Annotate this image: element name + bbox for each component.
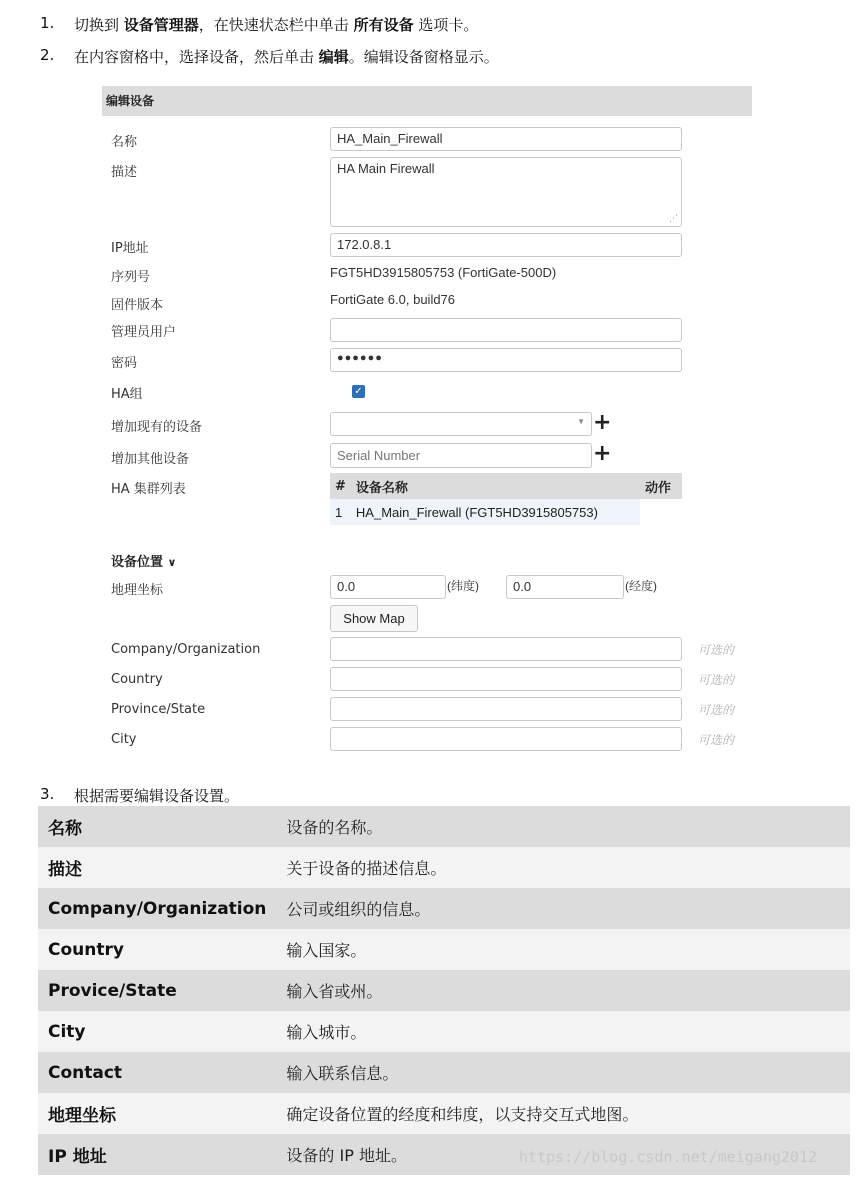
col-device-name-header: 设备名称: [351, 473, 640, 499]
optional-hint: 可选的: [698, 673, 735, 687]
table-row: [38, 806, 850, 847]
name-label: 名称: [111, 135, 138, 150]
province-input[interactable]: [330, 697, 682, 721]
step-text: 在内容窗格中，选择设备，然后单击 编辑。编辑设备窗格显示。: [74, 48, 499, 66]
setting-description: 输入国家。: [276, 929, 850, 970]
table-row: [38, 929, 850, 970]
device-manager-term: 设备管理器: [123, 16, 199, 34]
description-label: 描述: [111, 165, 138, 180]
table-row: [38, 1011, 850, 1052]
setting-description: 设备的名称。: [276, 806, 850, 847]
longitude-unit: (经度): [625, 579, 657, 593]
setting-name: Country: [38, 929, 276, 970]
settings-description-table: [38, 806, 850, 1175]
setting-name: 地理坐标: [38, 1093, 276, 1134]
admin-user-input[interactable]: [330, 318, 682, 342]
table-row: [38, 1093, 850, 1134]
ha-cluster-list-label: HA 集群列表: [111, 482, 186, 497]
existing-device-select[interactable]: [330, 412, 592, 436]
password-label: 密码: [111, 356, 138, 371]
ha-group-checkbox[interactable]: ✓: [352, 385, 365, 398]
step-text: 切换到 设备管理器，在快速状态栏中单击 所有设备 选项卡。: [74, 16, 479, 34]
optional-hint: 可选的: [698, 733, 735, 747]
setting-description: 设备的 IP 地址。: [276, 1134, 850, 1175]
step-number: 3.: [40, 785, 55, 803]
country-label: Country: [111, 672, 163, 687]
chevron-down-icon: ∨: [167, 556, 177, 569]
setting-description: 输入城市。: [276, 1011, 850, 1052]
ha-cluster-table: [330, 473, 682, 525]
table-row[interactable]: [330, 499, 682, 525]
setting-name: Contact: [38, 1052, 276, 1093]
table-row: [38, 1052, 850, 1093]
ha-group-label: HA组: [111, 387, 143, 402]
setting-name: City: [38, 1011, 276, 1052]
add-other-device-plus-icon[interactable]: +: [593, 441, 612, 466]
serial-number-input[interactable]: [330, 443, 592, 468]
setting-name: 名称: [38, 806, 276, 847]
watermark: https://blog.csdn.net/meigang2012: [519, 1148, 818, 1166]
admin-user-label: 管理员用户: [111, 325, 177, 340]
col-action-header: 动作: [640, 473, 682, 499]
country-input[interactable]: [330, 667, 682, 691]
row-number: 1: [330, 499, 351, 525]
optional-hint: 可选的: [698, 703, 735, 717]
setting-description: 输入联系信息。: [276, 1052, 850, 1093]
col-number-header: #: [330, 473, 351, 499]
panel-title: 编辑设备: [102, 86, 752, 116]
serial-value: FGT5HD3915805753 (FortiGate-500D): [330, 265, 557, 280]
ip-input[interactable]: 172.0.8.1: [330, 233, 682, 257]
step-number: 1.: [40, 14, 55, 32]
geo-coordinates-label: 地理坐标: [111, 583, 164, 598]
optional-hint: 可选的: [698, 643, 735, 657]
table-row: [38, 970, 850, 1011]
ip-label: IP地址: [111, 241, 149, 256]
setting-description: 输入省或州。: [276, 970, 850, 1011]
setting-description: 确定设备位置的经度和纬度，以支持交互式地图。: [276, 1093, 850, 1134]
show-map-button[interactable]: Show Map: [330, 605, 418, 632]
chevron-down-icon: ▼: [577, 417, 585, 426]
longitude-input[interactable]: 0.0: [506, 575, 624, 599]
table-row: [38, 888, 850, 929]
setting-description: 公司或组织的信息。: [276, 888, 850, 929]
add-other-device-label: 增加其他设备: [111, 452, 190, 467]
setting-name: 描述: [38, 847, 276, 888]
step-text: 根据需要编辑设备设置。: [74, 787, 240, 805]
serial-label: 序列号: [111, 270, 151, 285]
step-number: 2.: [40, 46, 55, 64]
description-textarea[interactable]: HA Main Firewall: [330, 157, 682, 227]
edit-device-panel: [102, 86, 752, 766]
resize-grip-icon[interactable]: ⋰: [669, 214, 678, 224]
latitude-input[interactable]: 0.0: [330, 575, 446, 599]
firmware-label: 固件版本: [111, 298, 164, 313]
row-device-name: HA_Main_Firewall (FGT5HD3915805753): [351, 499, 640, 525]
city-label: City: [111, 732, 137, 747]
setting-name: IP 地址: [38, 1134, 276, 1175]
name-input[interactable]: HA_Main_Firewall: [330, 127, 682, 151]
firmware-value: FortiGate 6.0, build76: [330, 292, 456, 307]
setting-name: Provice/State: [38, 970, 276, 1011]
edit-term: 编辑: [318, 48, 349, 66]
city-input[interactable]: [330, 727, 682, 751]
setting-description: 关于设备的描述信息。: [276, 847, 850, 888]
table-row: [38, 847, 850, 888]
add-existing-device-label: 增加现有的设备: [111, 420, 203, 435]
province-label: Province/State: [111, 702, 206, 717]
table-header-row: [330, 473, 682, 499]
latitude-unit: (纬度): [447, 579, 479, 593]
password-input[interactable]: ●●●●●●: [330, 348, 682, 372]
row-action: [640, 499, 682, 525]
all-devices-term: 所有设备: [353, 16, 414, 34]
setting-name: Company/Organization: [38, 888, 276, 929]
company-label: Company/Organization: [111, 642, 261, 657]
add-existing-device-plus-icon[interactable]: +: [593, 410, 612, 435]
device-location-heading[interactable]: 设备位置 ∨: [111, 555, 177, 570]
company-input[interactable]: [330, 637, 682, 661]
